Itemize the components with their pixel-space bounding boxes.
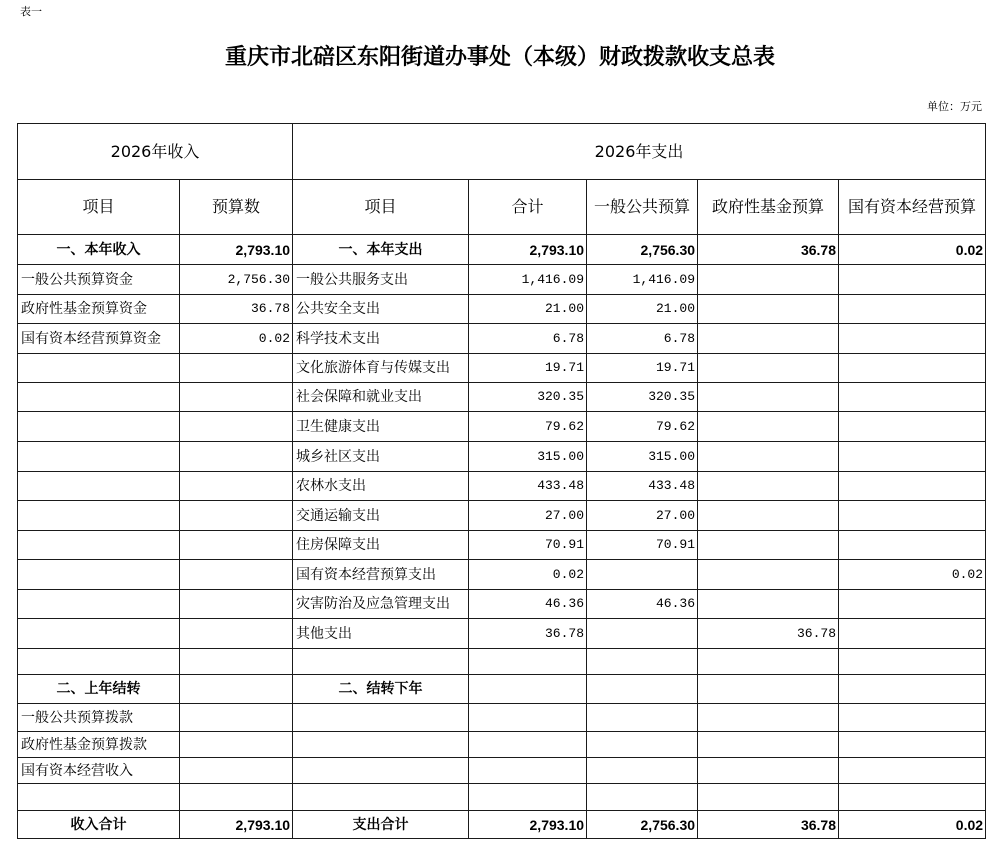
expense-item-cell: 城乡社区支出 xyxy=(293,442,469,472)
state-capital-cell xyxy=(839,354,986,383)
income-amount-cell: 2,793.10 xyxy=(180,811,293,839)
expense-total-cell: 0.02 xyxy=(469,560,587,590)
government-fund-cell xyxy=(698,442,839,472)
state-capital-cell xyxy=(839,531,986,560)
expense-item-cell: 其他支出 xyxy=(293,619,469,649)
income-amount-cell xyxy=(180,675,293,704)
income-item-cell xyxy=(18,501,180,531)
income-item-cell xyxy=(18,354,180,383)
state-capital-cell xyxy=(839,265,986,295)
expense-total-cell: 320.35 xyxy=(469,383,587,412)
income-item-cell xyxy=(18,442,180,472)
column-header-income-amount: 预算数 xyxy=(180,180,293,235)
government-fund-cell xyxy=(698,784,839,811)
income-item-cell xyxy=(18,619,180,649)
expense-total-cell: 21.00 xyxy=(469,295,587,324)
table-body xyxy=(18,235,986,839)
table-row xyxy=(18,324,986,354)
expense-group-header: 2026年支出 xyxy=(293,124,986,180)
state-capital-cell xyxy=(839,619,986,649)
income-amount-cell xyxy=(180,442,293,472)
state-capital-cell xyxy=(839,732,986,758)
government-fund-cell xyxy=(698,531,839,560)
table-row xyxy=(18,811,986,839)
table-row xyxy=(18,531,986,560)
table-row xyxy=(18,383,986,412)
table-row xyxy=(18,758,986,784)
expense-total-cell xyxy=(469,704,587,732)
income-amount-cell: 0.02 xyxy=(180,324,293,354)
table-row xyxy=(18,784,986,811)
state-capital-cell xyxy=(839,675,986,704)
income-amount-cell xyxy=(180,472,293,501)
column-header-expense-item: 项目 xyxy=(293,180,469,235)
table-row xyxy=(18,649,986,675)
expense-total-cell: 6.78 xyxy=(469,324,587,354)
table-row xyxy=(18,704,986,732)
government-fund-cell xyxy=(698,732,839,758)
state-capital-cell xyxy=(839,383,986,412)
income-amount-cell xyxy=(180,784,293,811)
state-capital-cell: 0.02 xyxy=(839,235,986,265)
government-fund-cell xyxy=(698,704,839,732)
table-row xyxy=(18,675,986,704)
expense-item-cell: 一般公共服务支出 xyxy=(293,265,469,295)
income-amount-cell xyxy=(180,704,293,732)
general-budget-cell xyxy=(587,675,698,704)
income-amount-cell: 2,793.10 xyxy=(180,235,293,265)
expense-item-cell: 公共安全支出 xyxy=(293,295,469,324)
expense-item-cell: 一、本年支出 xyxy=(293,235,469,265)
income-amount-cell: 36.78 xyxy=(180,295,293,324)
table-row xyxy=(18,560,986,590)
expense-total-cell: 315.00 xyxy=(469,442,587,472)
government-fund-cell xyxy=(698,354,839,383)
government-fund-cell xyxy=(698,675,839,704)
income-item-cell: 政府性基金预算资金 xyxy=(18,295,180,324)
expense-item-cell: 文化旅游体育与传媒支出 xyxy=(293,354,469,383)
general-budget-cell: 2,756.30 xyxy=(587,235,698,265)
income-group-header: 2026年收入 xyxy=(18,124,293,180)
state-capital-cell: 0.02 xyxy=(839,811,986,839)
income-item-cell: 一般公共预算拨款 xyxy=(18,704,180,732)
expense-item-cell: 国有资本经营预算支出 xyxy=(293,560,469,590)
income-amount-cell xyxy=(180,732,293,758)
expense-item-cell xyxy=(293,704,469,732)
general-budget-cell: 2,756.30 xyxy=(587,811,698,839)
income-item-cell xyxy=(18,531,180,560)
table-row xyxy=(18,619,986,649)
income-item-cell: 政府性基金预算拨款 xyxy=(18,732,180,758)
state-capital-cell xyxy=(839,472,986,501)
expense-item-cell xyxy=(293,732,469,758)
table-row xyxy=(18,265,986,295)
income-amount-cell xyxy=(180,590,293,619)
income-amount-cell xyxy=(180,354,293,383)
general-budget-cell xyxy=(587,732,698,758)
income-item-cell: 国有资本经营预算资金 xyxy=(18,324,180,354)
state-capital-cell xyxy=(839,649,986,675)
state-capital-cell xyxy=(839,412,986,442)
government-fund-cell xyxy=(698,295,839,324)
table-row xyxy=(18,472,986,501)
state-capital-cell xyxy=(839,758,986,784)
general-budget-cell xyxy=(587,649,698,675)
column-header-expense-total: 合计 xyxy=(469,180,587,235)
income-amount-cell xyxy=(180,501,293,531)
general-budget-cell: 433.48 xyxy=(587,472,698,501)
general-budget-cell: 46.36 xyxy=(587,590,698,619)
government-fund-cell xyxy=(698,501,839,531)
government-fund-cell xyxy=(698,590,839,619)
general-budget-cell: 1,416.09 xyxy=(587,265,698,295)
expense-total-cell xyxy=(469,649,587,675)
expense-total-cell xyxy=(469,784,587,811)
expense-item-cell: 社会保障和就业支出 xyxy=(293,383,469,412)
expense-item-cell: 交通运输支出 xyxy=(293,501,469,531)
expense-total-cell: 433.48 xyxy=(469,472,587,501)
government-fund-cell xyxy=(698,560,839,590)
state-capital-cell xyxy=(839,784,986,811)
income-item-cell xyxy=(18,784,180,811)
unit-label: 单位：万元 xyxy=(927,100,982,113)
expense-item-cell xyxy=(293,784,469,811)
income-amount-cell xyxy=(180,531,293,560)
expense-item-cell: 住房保障支出 xyxy=(293,531,469,560)
expense-total-cell: 36.78 xyxy=(469,619,587,649)
income-item-cell: 收入合计 xyxy=(18,811,180,839)
expense-total-cell: 2,793.10 xyxy=(469,235,587,265)
general-budget-cell: 315.00 xyxy=(587,442,698,472)
expense-item-cell: 卫生健康支出 xyxy=(293,412,469,442)
expense-item-cell xyxy=(293,649,469,675)
expense-item-cell: 支出合计 xyxy=(293,811,469,839)
government-fund-cell xyxy=(698,265,839,295)
table-row xyxy=(18,412,986,442)
government-fund-cell xyxy=(698,412,839,442)
column-header-general-budget: 一般公共预算 xyxy=(587,180,698,235)
state-capital-cell xyxy=(839,295,986,324)
income-amount-cell xyxy=(180,412,293,442)
expense-total-cell xyxy=(469,675,587,704)
expense-total-cell: 1,416.09 xyxy=(469,265,587,295)
table-group-header-row xyxy=(18,124,986,180)
expense-total-cell xyxy=(469,732,587,758)
general-budget-cell: 19.71 xyxy=(587,354,698,383)
general-budget-cell xyxy=(587,784,698,811)
income-item-cell xyxy=(18,383,180,412)
state-capital-cell xyxy=(839,590,986,619)
income-item-cell xyxy=(18,412,180,442)
general-budget-cell: 320.35 xyxy=(587,383,698,412)
column-header-state-capital: 国有资本经营预算 xyxy=(839,180,986,235)
general-budget-cell: 79.62 xyxy=(587,412,698,442)
government-fund-cell xyxy=(698,324,839,354)
income-item-cell xyxy=(18,649,180,675)
state-capital-cell: 0.02 xyxy=(839,560,986,590)
table-row xyxy=(18,501,986,531)
income-amount-cell xyxy=(180,758,293,784)
column-header-income-item: 项目 xyxy=(18,180,180,235)
expense-item-cell: 科学技术支出 xyxy=(293,324,469,354)
expense-total-cell: 2,793.10 xyxy=(469,811,587,839)
expense-total-cell: 27.00 xyxy=(469,501,587,531)
state-capital-cell xyxy=(839,442,986,472)
general-budget-cell: 27.00 xyxy=(587,501,698,531)
general-budget-cell: 6.78 xyxy=(587,324,698,354)
expense-total-cell: 70.91 xyxy=(469,531,587,560)
general-budget-cell xyxy=(587,560,698,590)
income-amount-cell xyxy=(180,619,293,649)
general-budget-cell xyxy=(587,619,698,649)
expense-item-cell: 二、结转下年 xyxy=(293,675,469,704)
table-column-header-row xyxy=(18,180,986,235)
expense-item-cell: 农林水支出 xyxy=(293,472,469,501)
income-item-cell xyxy=(18,590,180,619)
general-budget-cell: 21.00 xyxy=(587,295,698,324)
government-fund-cell: 36.78 xyxy=(698,619,839,649)
expense-total-cell: 46.36 xyxy=(469,590,587,619)
expense-total-cell: 79.62 xyxy=(469,412,587,442)
government-fund-cell xyxy=(698,383,839,412)
budget-summary-table xyxy=(17,123,986,839)
state-capital-cell xyxy=(839,501,986,531)
income-item-cell xyxy=(18,560,180,590)
expense-total-cell: 19.71 xyxy=(469,354,587,383)
government-fund-cell xyxy=(698,649,839,675)
income-item-cell: 一、本年收入 xyxy=(18,235,180,265)
table-row xyxy=(18,295,986,324)
table-row xyxy=(18,442,986,472)
income-item-cell: 国有资本经营收入 xyxy=(18,758,180,784)
general-budget-cell: 70.91 xyxy=(587,531,698,560)
table-row xyxy=(18,235,986,265)
document-title: 重庆市北碚区东阳街道办事处（本级）财政拨款收支总表 xyxy=(224,44,775,70)
table-row xyxy=(18,732,986,758)
income-amount-cell xyxy=(180,383,293,412)
government-fund-cell xyxy=(698,472,839,501)
income-item-cell: 一般公共预算资金 xyxy=(18,265,180,295)
government-fund-cell: 36.78 xyxy=(698,235,839,265)
table-row xyxy=(18,590,986,619)
table-number-label: 表一 xyxy=(20,5,42,18)
income-item-cell: 二、上年结转 xyxy=(18,675,180,704)
general-budget-cell xyxy=(587,758,698,784)
government-fund-cell: 36.78 xyxy=(698,811,839,839)
column-header-government-fund: 政府性基金预算 xyxy=(698,180,839,235)
expense-item-cell: 灾害防治及应急管理支出 xyxy=(293,590,469,619)
expense-total-cell xyxy=(469,758,587,784)
government-fund-cell xyxy=(698,758,839,784)
income-amount-cell xyxy=(180,560,293,590)
income-item-cell xyxy=(18,472,180,501)
state-capital-cell xyxy=(839,704,986,732)
general-budget-cell xyxy=(587,704,698,732)
table-row xyxy=(18,354,986,383)
income-amount-cell xyxy=(180,649,293,675)
expense-item-cell xyxy=(293,758,469,784)
income-amount-cell: 2,756.30 xyxy=(180,265,293,295)
state-capital-cell xyxy=(839,324,986,354)
